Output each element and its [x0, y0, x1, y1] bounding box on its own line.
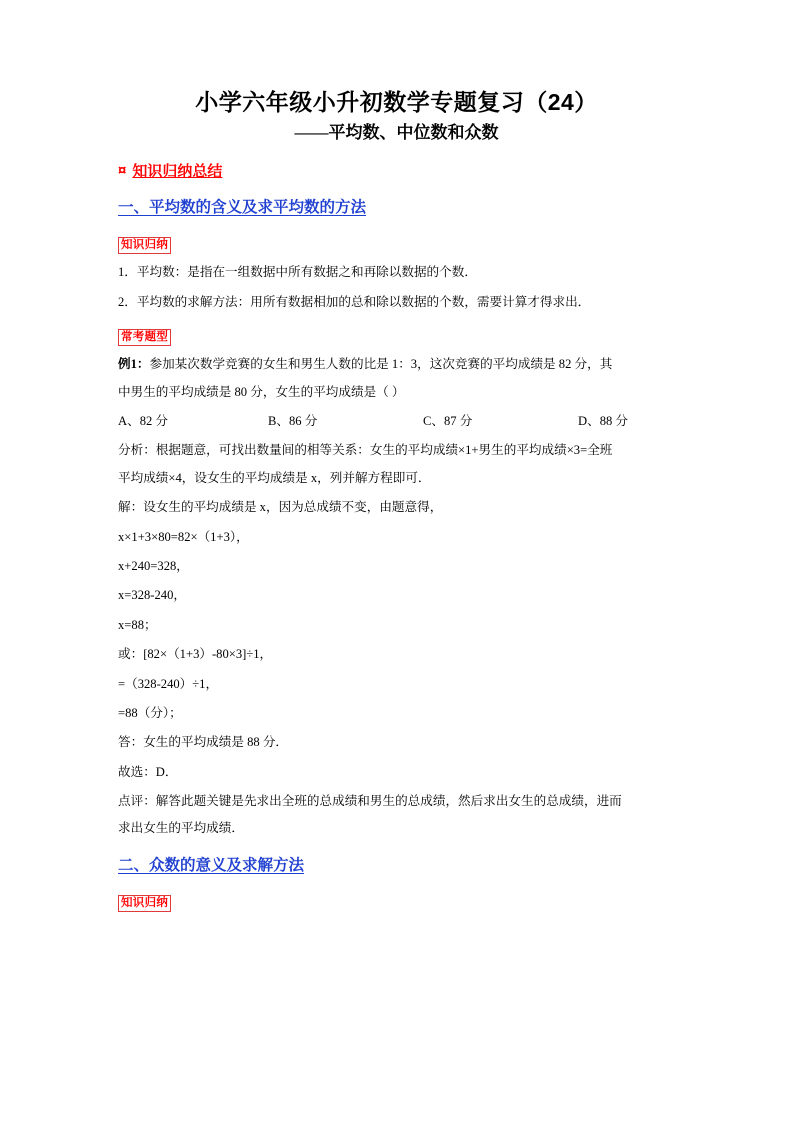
example-label: 例1： [118, 357, 150, 372]
diamond-marker-icon: ¤ [118, 161, 127, 179]
solution-line-3: 解：设女生的平均成绩是 x，因为总成绩不变，由题意得， [118, 500, 443, 515]
option-b: B、86 分 [268, 413, 318, 428]
banner-label: 知识归纳总结 [132, 162, 223, 180]
page-title: 小学六年级小升初数学专题复习（24） [195, 89, 598, 115]
solution-line-12: 故选：D． [118, 764, 178, 779]
solution-line-4: x×1+3×80=82×（1+3）， [118, 529, 249, 544]
solution-line-10: =88（分）； [118, 705, 182, 720]
solution-line-1: 分析：根据题意，可找出数量间的相等关系：女生的平均成绩×1+男生的平均成绩×3=全班 [118, 443, 613, 458]
option-a: A、82 分 [118, 413, 169, 428]
knowledge-line-2: 2．平均数的求解方法：用所有数据相加的总和除以数据的个数，需要计算才得求出． [118, 294, 591, 309]
solution-line-2: 平均成绩×4，设女生的平均成绩是 x，列并解方程即可． [118, 470, 431, 485]
knowledge-summary-banner [118, 160, 675, 181]
solution-line-5: x+240=328， [118, 558, 189, 573]
solution-line-9: =（328-240）÷1， [118, 676, 219, 691]
example-stem-line-2: 中男生的平均成绩是 80 分，女生的平均成绩是（ ） [118, 384, 405, 399]
example-options [118, 411, 675, 431]
solution-line-13: 点评：解答此题关键是先求出全班的总成绩和男生的总成绩，然后求出女生的总成绩，进而 [118, 794, 622, 809]
solution-line-6: x=328-240， [118, 588, 186, 603]
knowledge-line-1: 1．平均数：是指在一组数据中所有数据之和再除以数据的个数． [118, 265, 477, 280]
example-stem-line-1 [118, 354, 675, 374]
page-subtitle: ——平均数、中位数和众数 [294, 122, 499, 142]
option-c: C、87 分 [423, 413, 473, 428]
option-d: D、88 分 [578, 413, 629, 428]
solution-line-8: 或：[82×（1+3）-80×3]÷1， [118, 647, 273, 662]
solution-line-7: x=88； [118, 617, 157, 632]
solution-line-11: 答：女生的平均成绩是 88 分． [118, 735, 289, 750]
section-heading-1: 一、平均数的含义及求平均数的方法 [118, 198, 367, 216]
example-stem-text-1: 参加某次数学竞赛的女生和男生人数的比是 1：3，这次竞赛的平均成绩是 82 分，其 [149, 357, 613, 372]
section-heading-2: 二、众数的意义及求解方法 [118, 856, 305, 874]
tag-exam-type-1: 常考题型 [118, 329, 171, 346]
solution-line-14: 求出女生的平均成绩． [118, 821, 244, 836]
tag-knowledge-summary-2: 知识归纳 [118, 895, 171, 912]
tag-knowledge-summary-1: 知识归纳 [118, 237, 171, 254]
